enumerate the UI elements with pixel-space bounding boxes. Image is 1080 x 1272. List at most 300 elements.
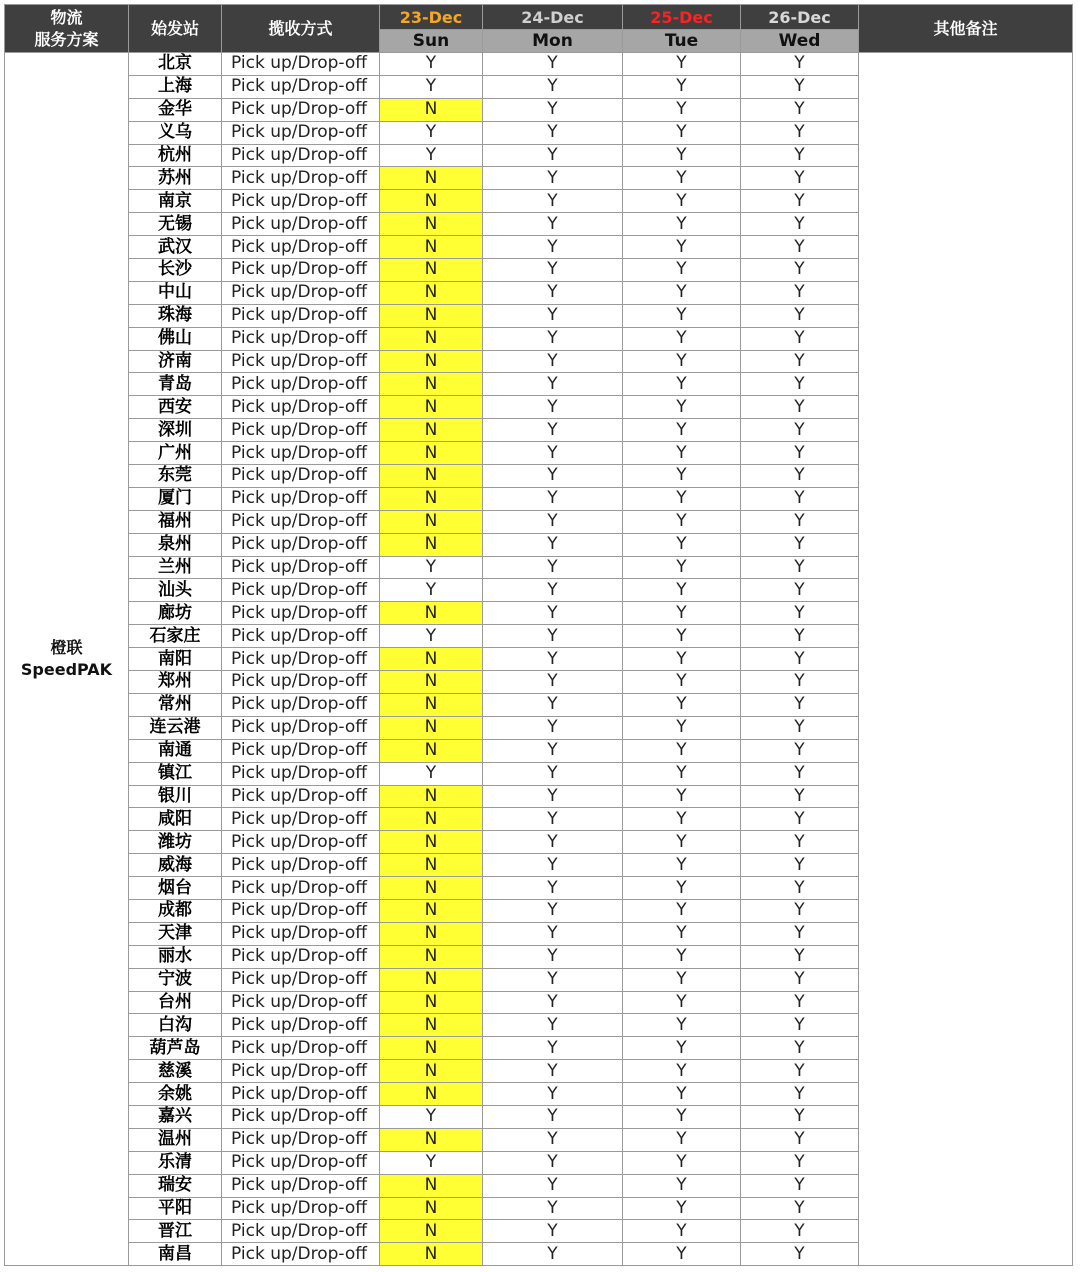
- availability-cell-0: Y: [380, 556, 483, 579]
- method-cell: Pick up/Drop-off: [222, 259, 380, 282]
- availability-cell-1: Y: [483, 236, 623, 259]
- availability-cell-2: Y: [623, 465, 741, 488]
- availability-cell-0: Y: [380, 53, 483, 76]
- availability-cell-0: Y: [380, 762, 483, 785]
- availability-cell-2: Y: [623, 533, 741, 556]
- availability-cell-2: Y: [623, 1174, 741, 1197]
- availability-cell-0: N: [380, 350, 483, 373]
- availability-cell-1: Y: [483, 53, 623, 76]
- method-cell: Pick up/Drop-off: [222, 1197, 380, 1220]
- method-cell: Pick up/Drop-off: [222, 465, 380, 488]
- method-cell: Pick up/Drop-off: [222, 1060, 380, 1083]
- method-cell: Pick up/Drop-off: [222, 1243, 380, 1266]
- availability-cell-3: Y: [741, 1151, 859, 1174]
- date-header-1: 24-Dec: [483, 5, 623, 30]
- availability-cell-2: Y: [623, 716, 741, 739]
- station-cell: 南通: [129, 739, 222, 762]
- station-cell: 苏州: [129, 167, 222, 190]
- availability-cell-1: Y: [483, 259, 623, 282]
- availability-cell-2: Y: [623, 945, 741, 968]
- station-cell: 福州: [129, 510, 222, 533]
- availability-cell-2: Y: [623, 739, 741, 762]
- availability-cell-0: N: [380, 373, 483, 396]
- method-cell: Pick up/Drop-off: [222, 510, 380, 533]
- method-cell: Pick up/Drop-off: [222, 327, 380, 350]
- station-cell: 廊坊: [129, 602, 222, 625]
- method-cell: Pick up/Drop-off: [222, 968, 380, 991]
- station-cell: 银川: [129, 785, 222, 808]
- availability-cell-3: Y: [741, 487, 859, 510]
- availability-cell-0: N: [380, 281, 483, 304]
- availability-cell-0: N: [380, 487, 483, 510]
- method-cell: Pick up/Drop-off: [222, 785, 380, 808]
- availability-cell-1: Y: [483, 602, 623, 625]
- method-cell: Pick up/Drop-off: [222, 945, 380, 968]
- availability-cell-3: Y: [741, 1083, 859, 1106]
- availability-cell-3: Y: [741, 53, 859, 76]
- service-header: [5, 5, 129, 53]
- availability-cell-3: Y: [741, 716, 859, 739]
- availability-cell-0: N: [380, 533, 483, 556]
- availability-cell-0: N: [380, 304, 483, 327]
- availability-cell-3: Y: [741, 1105, 859, 1128]
- availability-cell-3: Y: [741, 1197, 859, 1220]
- availability-cell-2: Y: [623, 281, 741, 304]
- availability-cell-0: Y: [380, 121, 483, 144]
- notes-cell: [859, 53, 1073, 1266]
- station-cell: 济南: [129, 350, 222, 373]
- availability-cell-0: Y: [380, 579, 483, 602]
- method-cell: Pick up/Drop-off: [222, 991, 380, 1014]
- availability-cell-2: Y: [623, 556, 741, 579]
- availability-cell-0: N: [380, 1014, 483, 1037]
- availability-cell-0: N: [380, 1037, 483, 1060]
- method-cell: Pick up/Drop-off: [222, 442, 380, 465]
- method-cell: Pick up/Drop-off: [222, 396, 380, 419]
- availability-cell-2: Y: [623, 350, 741, 373]
- availability-cell-1: Y: [483, 1174, 623, 1197]
- availability-cell-1: Y: [483, 785, 623, 808]
- method-cell: Pick up/Drop-off: [222, 1128, 380, 1151]
- availability-cell-0: N: [380, 213, 483, 236]
- availability-cell-3: Y: [741, 1174, 859, 1197]
- station-cell: 镇江: [129, 762, 222, 785]
- availability-cell-0: N: [380, 693, 483, 716]
- availability-cell-3: Y: [741, 121, 859, 144]
- availability-cell-2: Y: [623, 899, 741, 922]
- availability-cell-3: Y: [741, 213, 859, 236]
- method-cell: Pick up/Drop-off: [222, 831, 380, 854]
- station-cell: 南昌: [129, 1243, 222, 1266]
- availability-cell-2: Y: [623, 373, 741, 396]
- availability-cell-0: Y: [380, 1105, 483, 1128]
- method-cell: Pick up/Drop-off: [222, 808, 380, 831]
- availability-cell-2: Y: [623, 808, 741, 831]
- availability-cell-2: Y: [623, 53, 741, 76]
- method-cell: Pick up/Drop-off: [222, 648, 380, 671]
- station-cell: 汕头: [129, 579, 222, 602]
- station-cell: 晋江: [129, 1220, 222, 1243]
- availability-cell-1: Y: [483, 877, 623, 900]
- availability-cell-3: Y: [741, 281, 859, 304]
- method-cell: Pick up/Drop-off: [222, 693, 380, 716]
- method-cell: Pick up/Drop-off: [222, 602, 380, 625]
- method-cell: Pick up/Drop-off: [222, 556, 380, 579]
- station-cell: 咸阳: [129, 808, 222, 831]
- availability-cell-1: Y: [483, 304, 623, 327]
- station-cell: 金华: [129, 98, 222, 121]
- availability-cell-1: Y: [483, 1105, 623, 1128]
- station-cell: 丽水: [129, 945, 222, 968]
- availability-cell-0: N: [380, 648, 483, 671]
- availability-cell-1: Y: [483, 625, 623, 648]
- availability-cell-2: Y: [623, 442, 741, 465]
- station-cell: 平阳: [129, 1197, 222, 1220]
- method-cell: Pick up/Drop-off: [222, 350, 380, 373]
- station-cell: 上海: [129, 75, 222, 98]
- station-cell: 中山: [129, 281, 222, 304]
- method-cell: Pick up/Drop-off: [222, 419, 380, 442]
- availability-cell-0: N: [380, 1083, 483, 1106]
- availability-cell-3: Y: [741, 945, 859, 968]
- availability-cell-0: N: [380, 259, 483, 282]
- service-header-line1: 物流: [50, 7, 83, 27]
- availability-cell-3: Y: [741, 556, 859, 579]
- availability-cell-0: N: [380, 968, 483, 991]
- availability-cell-3: Y: [741, 1014, 859, 1037]
- availability-cell-1: Y: [483, 373, 623, 396]
- availability-cell-3: Y: [741, 693, 859, 716]
- availability-cell-2: Y: [623, 693, 741, 716]
- availability-cell-2: Y: [623, 968, 741, 991]
- weekday-header-3: Wed: [741, 30, 859, 53]
- station-cell: 南阳: [129, 648, 222, 671]
- station-cell: 西安: [129, 396, 222, 419]
- method-header: 揽收方式: [222, 5, 380, 53]
- service-group-line2: SpeedPAK: [20, 660, 113, 680]
- availability-cell-3: Y: [741, 465, 859, 488]
- availability-cell-3: Y: [741, 831, 859, 854]
- method-cell: Pick up/Drop-off: [222, 533, 380, 556]
- availability-cell-1: Y: [483, 442, 623, 465]
- station-cell: 北京: [129, 53, 222, 76]
- availability-cell-2: Y: [623, 1083, 741, 1106]
- availability-cell-0: N: [380, 1128, 483, 1151]
- availability-cell-3: Y: [741, 1243, 859, 1266]
- availability-cell-1: Y: [483, 739, 623, 762]
- availability-cell-3: Y: [741, 899, 859, 922]
- method-cell: Pick up/Drop-off: [222, 739, 380, 762]
- weekday-header-1: Mon: [483, 30, 623, 53]
- method-cell: Pick up/Drop-off: [222, 625, 380, 648]
- availability-cell-0: N: [380, 739, 483, 762]
- notes-header: 其他备注: [859, 5, 1073, 53]
- availability-cell-0: N: [380, 419, 483, 442]
- availability-cell-0: N: [380, 465, 483, 488]
- availability-cell-2: Y: [623, 1060, 741, 1083]
- availability-cell-2: Y: [623, 75, 741, 98]
- station-cell: 成都: [129, 899, 222, 922]
- table-row: [5, 53, 1073, 76]
- method-cell: Pick up/Drop-off: [222, 1037, 380, 1060]
- availability-cell-2: Y: [623, 144, 741, 167]
- availability-cell-3: Y: [741, 602, 859, 625]
- availability-cell-2: Y: [623, 991, 741, 1014]
- availability-cell-0: N: [380, 1060, 483, 1083]
- availability-cell-2: Y: [623, 671, 741, 694]
- availability-cell-2: Y: [623, 304, 741, 327]
- method-cell: Pick up/Drop-off: [222, 1105, 380, 1128]
- availability-cell-0: N: [380, 442, 483, 465]
- availability-cell-2: Y: [623, 510, 741, 533]
- method-cell: Pick up/Drop-off: [222, 281, 380, 304]
- method-cell: Pick up/Drop-off: [222, 1174, 380, 1197]
- availability-cell-2: Y: [623, 579, 741, 602]
- station-cell: 兰州: [129, 556, 222, 579]
- station-cell: 青岛: [129, 373, 222, 396]
- availability-cell-3: Y: [741, 808, 859, 831]
- station-cell: 义乌: [129, 121, 222, 144]
- availability-cell-3: Y: [741, 419, 859, 442]
- availability-cell-3: Y: [741, 739, 859, 762]
- availability-cell-3: Y: [741, 533, 859, 556]
- availability-cell-2: Y: [623, 625, 741, 648]
- header-row-dates: [5, 5, 1073, 30]
- station-cell: 石家庄: [129, 625, 222, 648]
- station-cell: 嘉兴: [129, 1105, 222, 1128]
- availability-cell-2: Y: [623, 419, 741, 442]
- availability-cell-1: Y: [483, 396, 623, 419]
- availability-cell-1: Y: [483, 945, 623, 968]
- availability-cell-3: Y: [741, 877, 859, 900]
- method-cell: Pick up/Drop-off: [222, 1014, 380, 1037]
- availability-cell-2: Y: [623, 190, 741, 213]
- method-cell: Pick up/Drop-off: [222, 98, 380, 121]
- availability-cell-1: Y: [483, 98, 623, 121]
- method-cell: Pick up/Drop-off: [222, 167, 380, 190]
- availability-cell-1: Y: [483, 556, 623, 579]
- station-cell: 珠海: [129, 304, 222, 327]
- station-cell: 天津: [129, 922, 222, 945]
- availability-cell-0: N: [380, 671, 483, 694]
- availability-cell-2: Y: [623, 1014, 741, 1037]
- availability-cell-1: Y: [483, 808, 623, 831]
- station-cell: 佛山: [129, 327, 222, 350]
- availability-cell-1: Y: [483, 1037, 623, 1060]
- method-cell: Pick up/Drop-off: [222, 304, 380, 327]
- availability-cell-2: Y: [623, 831, 741, 854]
- availability-cell-0: N: [380, 785, 483, 808]
- weekday-header-2: Tue: [623, 30, 741, 53]
- availability-cell-3: Y: [741, 510, 859, 533]
- station-cell: 余姚: [129, 1083, 222, 1106]
- availability-cell-3: Y: [741, 75, 859, 98]
- station-cell: 东莞: [129, 465, 222, 488]
- availability-cell-0: N: [380, 831, 483, 854]
- availability-cell-1: Y: [483, 922, 623, 945]
- availability-cell-0: N: [380, 854, 483, 877]
- availability-cell-0: N: [380, 1220, 483, 1243]
- method-cell: Pick up/Drop-off: [222, 373, 380, 396]
- availability-cell-3: Y: [741, 1128, 859, 1151]
- station-cell: 杭州: [129, 144, 222, 167]
- station-cell: 武汉: [129, 236, 222, 259]
- station-cell: 宁波: [129, 968, 222, 991]
- availability-cell-0: Y: [380, 144, 483, 167]
- availability-cell-0: N: [380, 510, 483, 533]
- availability-cell-3: Y: [741, 167, 859, 190]
- method-cell: Pick up/Drop-off: [222, 1083, 380, 1106]
- availability-cell-1: Y: [483, 465, 623, 488]
- availability-cell-3: Y: [741, 625, 859, 648]
- availability-cell-3: Y: [741, 1037, 859, 1060]
- availability-cell-0: N: [380, 899, 483, 922]
- availability-cell-0: N: [380, 190, 483, 213]
- availability-cell-1: Y: [483, 762, 623, 785]
- availability-cell-1: Y: [483, 1014, 623, 1037]
- availability-cell-1: Y: [483, 579, 623, 602]
- availability-cell-2: Y: [623, 98, 741, 121]
- availability-cell-1: Y: [483, 533, 623, 556]
- station-cell: 泉州: [129, 533, 222, 556]
- availability-cell-0: N: [380, 716, 483, 739]
- availability-cell-1: Y: [483, 991, 623, 1014]
- availability-cell-3: Y: [741, 1060, 859, 1083]
- method-cell: Pick up/Drop-off: [222, 899, 380, 922]
- availability-cell-0: N: [380, 991, 483, 1014]
- availability-cell-1: Y: [483, 1243, 623, 1266]
- availability-cell-2: Y: [623, 602, 741, 625]
- availability-cell-1: Y: [483, 167, 623, 190]
- station-cell: 瑞安: [129, 1174, 222, 1197]
- availability-cell-1: Y: [483, 1220, 623, 1243]
- method-cell: Pick up/Drop-off: [222, 190, 380, 213]
- availability-cell-0: N: [380, 1197, 483, 1220]
- availability-cell-3: Y: [741, 396, 859, 419]
- station-cell: 无锡: [129, 213, 222, 236]
- station-cell: 常州: [129, 693, 222, 716]
- availability-cell-2: Y: [623, 213, 741, 236]
- availability-cell-2: Y: [623, 167, 741, 190]
- availability-cell-1: Y: [483, 327, 623, 350]
- availability-cell-2: Y: [623, 1243, 741, 1266]
- method-cell: Pick up/Drop-off: [222, 671, 380, 694]
- availability-cell-3: Y: [741, 854, 859, 877]
- availability-cell-2: Y: [623, 762, 741, 785]
- method-cell: Pick up/Drop-off: [222, 854, 380, 877]
- availability-cell-2: Y: [623, 1220, 741, 1243]
- availability-cell-2: Y: [623, 1105, 741, 1128]
- station-cell: 乐清: [129, 1151, 222, 1174]
- availability-cell-2: Y: [623, 1037, 741, 1060]
- schedule-table: [4, 4, 1073, 1266]
- availability-cell-1: Y: [483, 144, 623, 167]
- availability-cell-2: Y: [623, 259, 741, 282]
- availability-cell-2: Y: [623, 1128, 741, 1151]
- availability-cell-0: N: [380, 877, 483, 900]
- availability-cell-2: Y: [623, 236, 741, 259]
- availability-cell-2: Y: [623, 922, 741, 945]
- method-cell: Pick up/Drop-off: [222, 236, 380, 259]
- availability-cell-0: N: [380, 945, 483, 968]
- availability-cell-3: Y: [741, 762, 859, 785]
- method-cell: Pick up/Drop-off: [222, 1220, 380, 1243]
- weekday-header-0: Sun: [380, 30, 483, 53]
- availability-cell-2: Y: [623, 877, 741, 900]
- station-cell: 长沙: [129, 259, 222, 282]
- station-cell: 郑州: [129, 671, 222, 694]
- station-cell: 南京: [129, 190, 222, 213]
- availability-cell-3: Y: [741, 304, 859, 327]
- availability-cell-1: Y: [483, 831, 623, 854]
- availability-cell-0: Y: [380, 625, 483, 648]
- availability-cell-1: Y: [483, 75, 623, 98]
- availability-cell-2: Y: [623, 1197, 741, 1220]
- availability-cell-1: Y: [483, 350, 623, 373]
- method-cell: Pick up/Drop-off: [222, 716, 380, 739]
- method-cell: Pick up/Drop-off: [222, 144, 380, 167]
- station-cell: 台州: [129, 991, 222, 1014]
- availability-cell-1: Y: [483, 1060, 623, 1083]
- availability-cell-2: Y: [623, 785, 741, 808]
- availability-cell-0: N: [380, 922, 483, 945]
- service-group-line1: 橙联: [50, 638, 83, 658]
- method-cell: Pick up/Drop-off: [222, 877, 380, 900]
- availability-cell-3: Y: [741, 991, 859, 1014]
- availability-cell-0: N: [380, 602, 483, 625]
- availability-cell-0: N: [380, 1174, 483, 1197]
- availability-cell-1: Y: [483, 190, 623, 213]
- availability-cell-3: Y: [741, 327, 859, 350]
- availability-cell-1: Y: [483, 1197, 623, 1220]
- availability-cell-0: N: [380, 1243, 483, 1266]
- availability-cell-2: Y: [623, 327, 741, 350]
- station-cell: 葫芦岛: [129, 1037, 222, 1060]
- station-cell: 慈溪: [129, 1060, 222, 1083]
- availability-cell-2: Y: [623, 487, 741, 510]
- availability-cell-3: Y: [741, 144, 859, 167]
- station-cell: 温州: [129, 1128, 222, 1151]
- availability-cell-1: Y: [483, 419, 623, 442]
- availability-cell-0: N: [380, 98, 483, 121]
- service-header-line2: 服务方案: [34, 29, 99, 49]
- availability-cell-3: Y: [741, 98, 859, 121]
- availability-cell-0: N: [380, 327, 483, 350]
- availability-cell-1: Y: [483, 1128, 623, 1151]
- availability-cell-3: Y: [741, 190, 859, 213]
- station-cell: 厦门: [129, 487, 222, 510]
- method-cell: Pick up/Drop-off: [222, 213, 380, 236]
- availability-cell-1: Y: [483, 510, 623, 533]
- method-cell: Pick up/Drop-off: [222, 1151, 380, 1174]
- station-cell: 潍坊: [129, 831, 222, 854]
- availability-cell-0: N: [380, 167, 483, 190]
- date-header-3: 26-Dec: [741, 5, 859, 30]
- station-cell: 深圳: [129, 419, 222, 442]
- availability-cell-2: Y: [623, 396, 741, 419]
- availability-cell-3: Y: [741, 373, 859, 396]
- method-cell: Pick up/Drop-off: [222, 762, 380, 785]
- table-body: [5, 53, 1073, 1266]
- availability-cell-1: Y: [483, 716, 623, 739]
- date-header-0: 23-Dec: [380, 5, 483, 30]
- date-header-2: 25-Dec: [623, 5, 741, 30]
- method-cell: Pick up/Drop-off: [222, 579, 380, 602]
- method-cell: Pick up/Drop-off: [222, 922, 380, 945]
- availability-cell-3: Y: [741, 350, 859, 373]
- station-cell: 白沟: [129, 1014, 222, 1037]
- station-cell: 连云港: [129, 716, 222, 739]
